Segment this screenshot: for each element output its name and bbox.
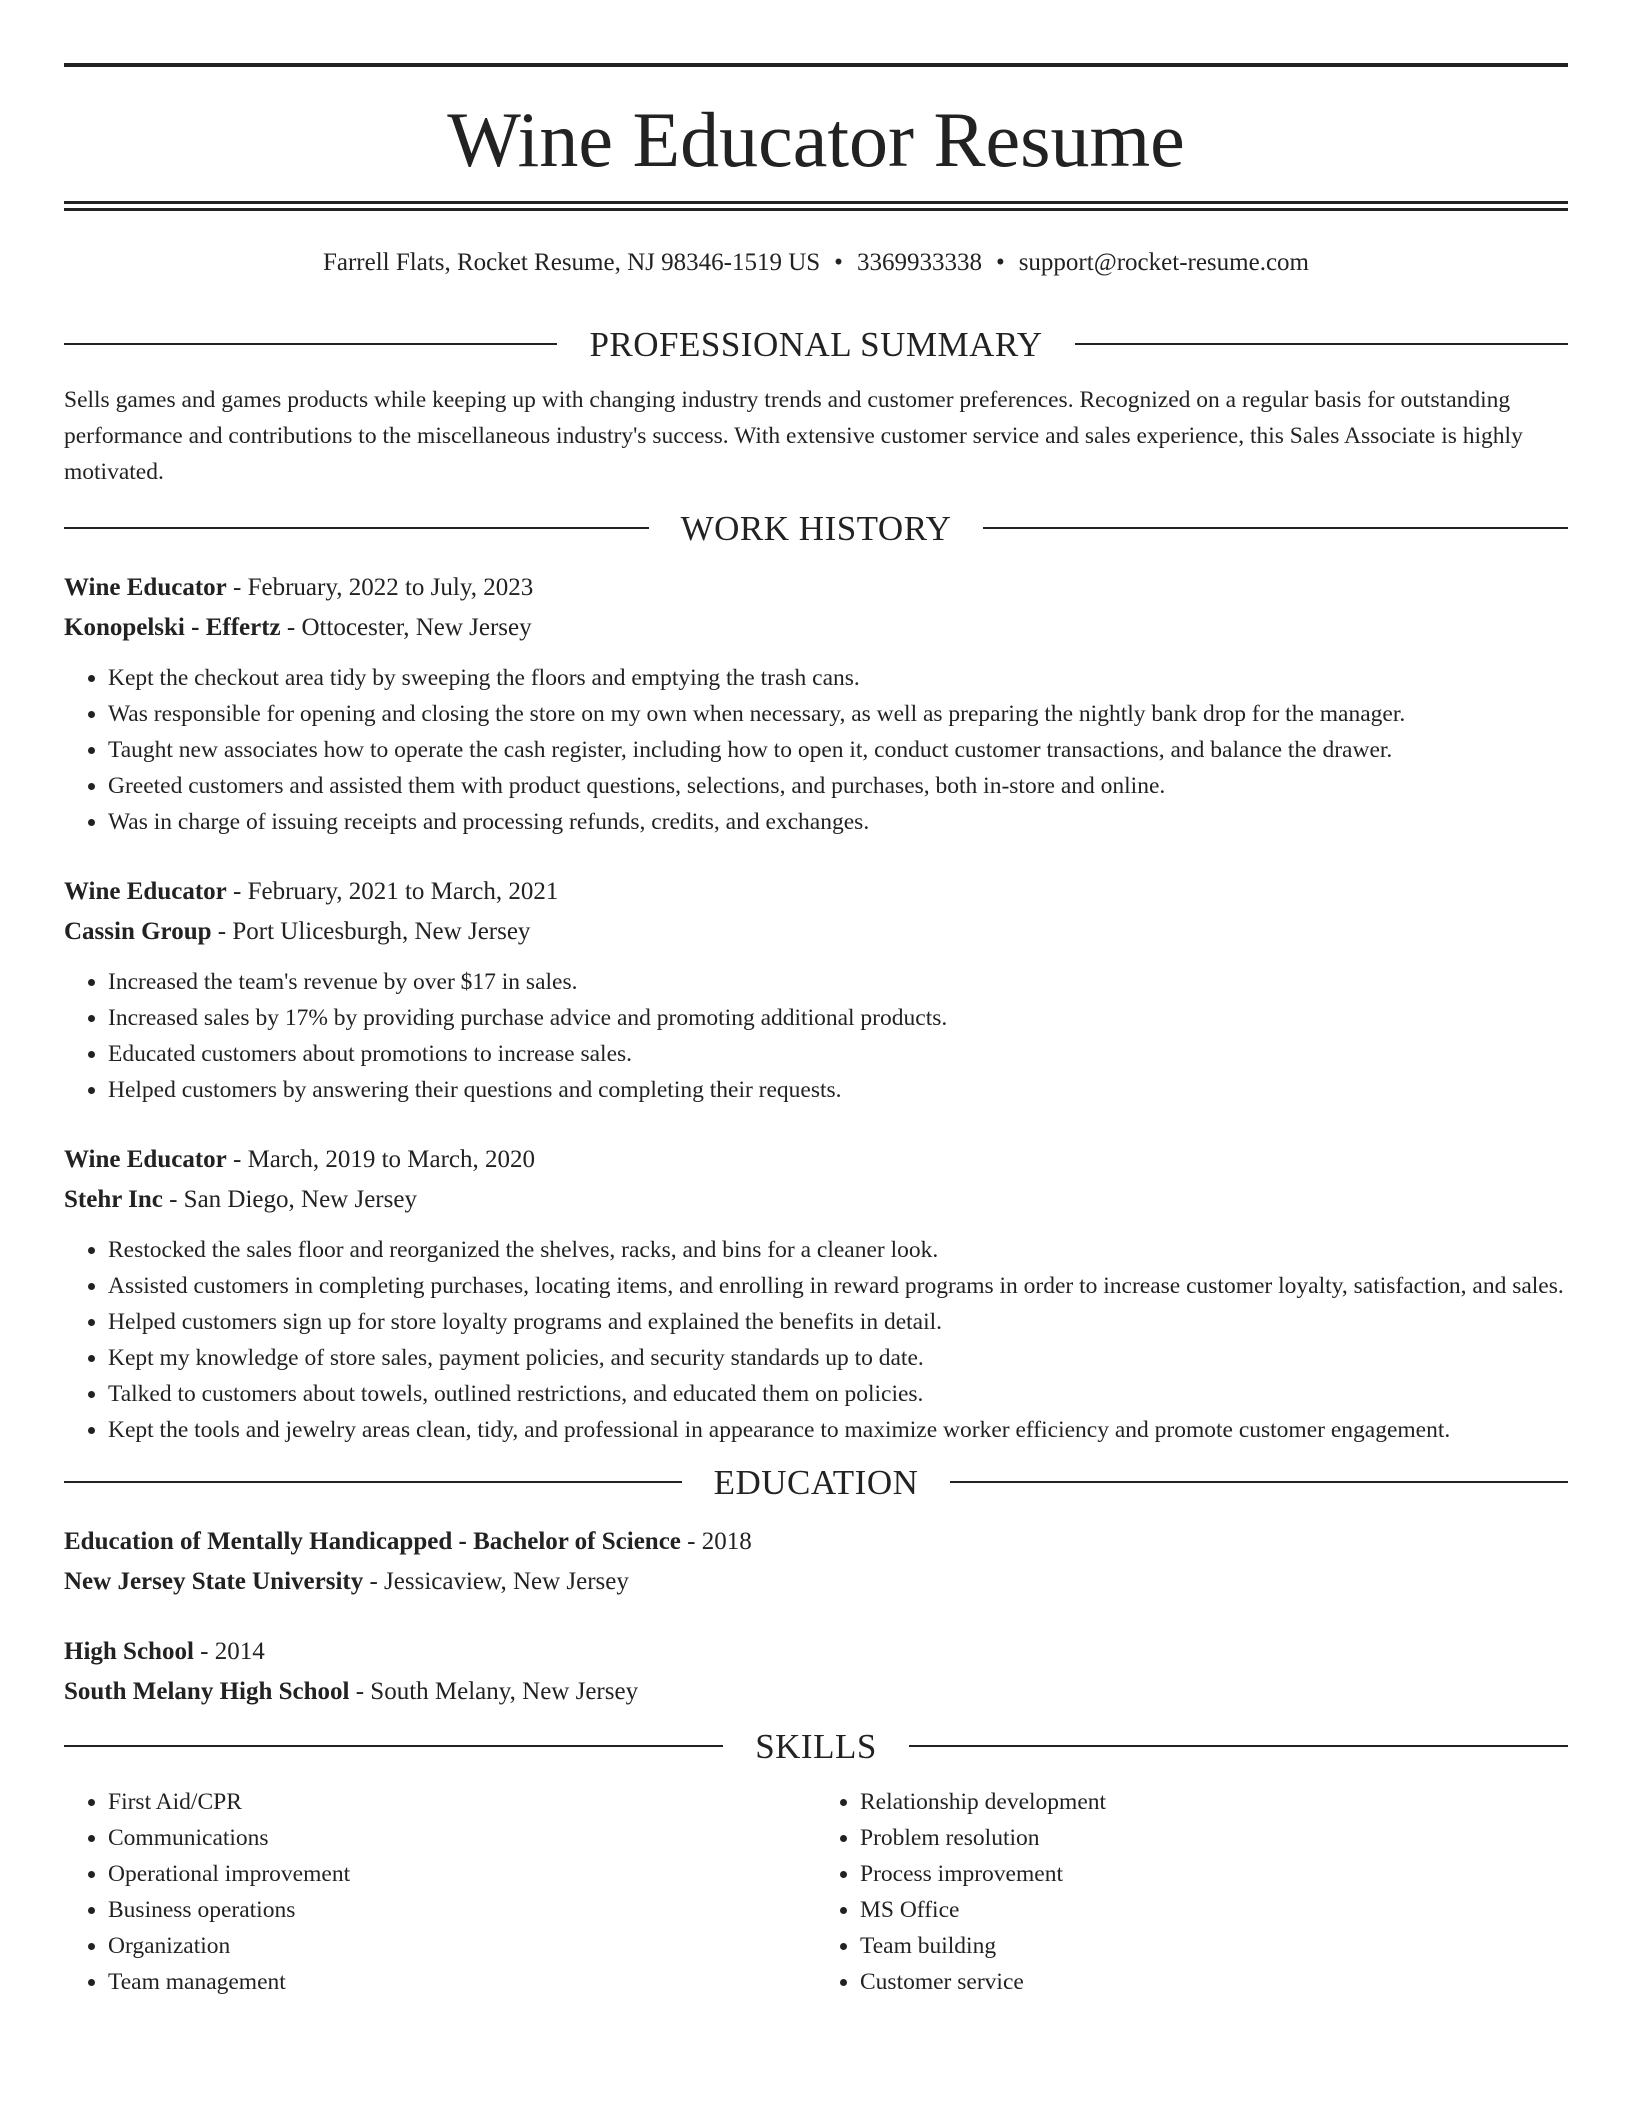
contact-email: support@rocket-resume.com [1018, 249, 1309, 276]
list-item: • Talked to customers about towels, outlined restrictions, and educated them on policies. [108, 1376, 1568, 1412]
job-entry [64, 568, 1568, 840]
list-item: • MS Office [860, 1892, 1568, 1928]
education-school-line [64, 1562, 1568, 1602]
list-item: • Increased sales by 17% by providing purchase advice and promoting additional products. [108, 1000, 1568, 1036]
skills-list-right [816, 1784, 1568, 2000]
work-history-heading-label: WORK HISTORY [680, 508, 952, 548]
job-title-line [64, 872, 1568, 912]
job-location: - Ottocester, New Jersey [280, 614, 532, 641]
summary-text: Sells games and games products while keeping up with changing industry trends and customer preferences. Recognized on a regular basis for outstanding performance and contributions to the miscellaneous industry's success. With extensive customer service and sales experience, this Sales Associate is highly motivated. [64, 387, 1523, 485]
education-degree: High School [64, 1638, 194, 1665]
list-item: • Educated customers about promotions to increase sales. [108, 1036, 1568, 1072]
job-location: - San Diego, New Jersey [162, 1186, 417, 1213]
list-item: • Customer service [860, 1964, 1568, 2000]
job-company: Cassin Group [64, 918, 212, 945]
job-company-line [64, 1180, 1568, 1220]
list-item: • Relationship development [860, 1784, 1568, 1820]
summary-heading [64, 326, 1568, 362]
heading-rule-left [64, 1481, 682, 1483]
heading-rule-right [983, 527, 1568, 529]
heading-rule-right [909, 1745, 1568, 1747]
skills-list-left [64, 1784, 816, 2000]
education-entry [64, 1522, 1568, 1602]
job-bullets [64, 1232, 1568, 1448]
list-item: • Was in charge of issuing receipts and processing refunds, credits, and exchanges. [108, 804, 1568, 840]
list-item: • Was responsible for opening and closing the store on my own when necessary, as well as preparing the nightly bank drop for the manager. [108, 696, 1568, 732]
education-school: New Jersey State University [64, 1568, 364, 1595]
list-item: • Helped customers sign up for store loyalty programs and explained the benefits in detail. [108, 1304, 1568, 1340]
education-year: - 2014 [193, 1638, 265, 1665]
contact-separator: • [995, 249, 1005, 276]
heading-rule-right [1075, 343, 1568, 345]
job-title-line [64, 1140, 1568, 1180]
heading-rule-left [64, 1745, 723, 1747]
title-double-rule [64, 201, 1568, 211]
contact-separator: • [834, 249, 843, 276]
heading-rule-right [950, 1481, 1568, 1483]
education-degree-line [64, 1522, 1568, 1562]
list-item: • Operational improvement [108, 1856, 816, 1892]
contact-phone: 3369933338 [856, 249, 982, 276]
contact-line [64, 250, 1568, 276]
education-school: South Melany High School [64, 1678, 350, 1705]
job-title: Wine Educator [64, 878, 227, 905]
top-rule [64, 63, 1568, 67]
job-entry [64, 872, 1568, 1108]
list-item: • Business operations [108, 1892, 816, 1928]
education-degree: Education of Mentally Handicapped - Bachelor of Science [64, 1528, 681, 1555]
education-year: - 2018 [680, 1528, 752, 1555]
job-location: - Port Ulicesburgh, New Jersey [211, 918, 531, 945]
job-title: Wine Educator [64, 574, 227, 601]
education-location: - Jessicaview, New Jersey [363, 1568, 629, 1595]
list-item: • Increased the team's revenue by over $17 in sales. [108, 964, 1568, 1000]
job-company: Stehr Inc [64, 1186, 163, 1213]
list-item: • Greeted customers and assisted them with product questions, selections, and purchases, both in-store and online. [108, 768, 1568, 804]
job-dates: - February, 2022 to July, 2023 [226, 574, 534, 601]
list-item: • Kept the tools and jewelry areas clean, tidy, and professional in appearance to maximize worker efficiency and promote customer engagement. [108, 1412, 1568, 1448]
job-title-line [64, 568, 1568, 608]
job-bullets [64, 660, 1568, 840]
heading-rule-left [64, 527, 649, 529]
list-item: • Organization [108, 1928, 816, 1964]
list-item: • Restocked the sales floor and reorganized the shelves, racks, and bins for a cleaner look. [108, 1232, 1568, 1268]
list-item: • First Aid/CPR [108, 1784, 816, 1820]
summary-heading-label: PROFESSIONAL SUMMARY [589, 324, 1043, 364]
skills-columns [64, 1784, 1568, 2000]
job-company-line [64, 608, 1568, 648]
education-location: - South Melany, New Jersey [349, 1678, 639, 1705]
page-title: Wine Educator Resume [447, 96, 1185, 183]
list-item: • Assisted customers in completing purchases, locating items, and enrolling in reward programs in order to increase customer loyalty, satisfaction, and sales. [108, 1268, 1568, 1304]
job-dates: - February, 2021 to March, 2021 [226, 878, 559, 905]
resume-page [64, 0, 1568, 2000]
list-item: • Team building [860, 1928, 1568, 1964]
job-dates: - March, 2019 to March, 2020 [226, 1146, 536, 1173]
contact-address: Farrell Flats, Rocket Resume, NJ 98346-1519 US [322, 249, 821, 276]
list-item: • Communications [108, 1820, 816, 1856]
skills-heading [64, 1728, 1568, 1764]
work-history-heading [64, 510, 1568, 546]
list-item: • Taught new associates how to operate the cash register, including how to open it, conduct customer transactions, and balance the drawer. [108, 732, 1568, 768]
list-item: • Process improvement [860, 1856, 1568, 1892]
job-title: Wine Educator [64, 1146, 227, 1173]
job-bullets [64, 964, 1568, 1108]
education-entry [64, 1632, 1568, 1712]
list-item: • Helped customers by answering their questions and completing their requests. [108, 1072, 1568, 1108]
list-item: • Kept my knowledge of store sales, payment policies, and security standards up to date. [108, 1340, 1568, 1376]
job-company-line [64, 912, 1568, 952]
job-entry [64, 1140, 1568, 1448]
skills-heading-label: SKILLS [755, 1726, 877, 1766]
education-heading [64, 1464, 1568, 1500]
education-degree-line [64, 1632, 1568, 1672]
education-school-line [64, 1672, 1568, 1712]
list-item: • Problem resolution [860, 1820, 1568, 1856]
education-heading-label: EDUCATION [713, 1462, 919, 1502]
job-company: Konopelski - Effertz [64, 614, 281, 641]
list-item: • Kept the checkout area tidy by sweeping the floors and emptying the trash cans. [108, 660, 1568, 696]
heading-rule-left [64, 343, 557, 345]
list-item: • Team management [108, 1964, 816, 2000]
